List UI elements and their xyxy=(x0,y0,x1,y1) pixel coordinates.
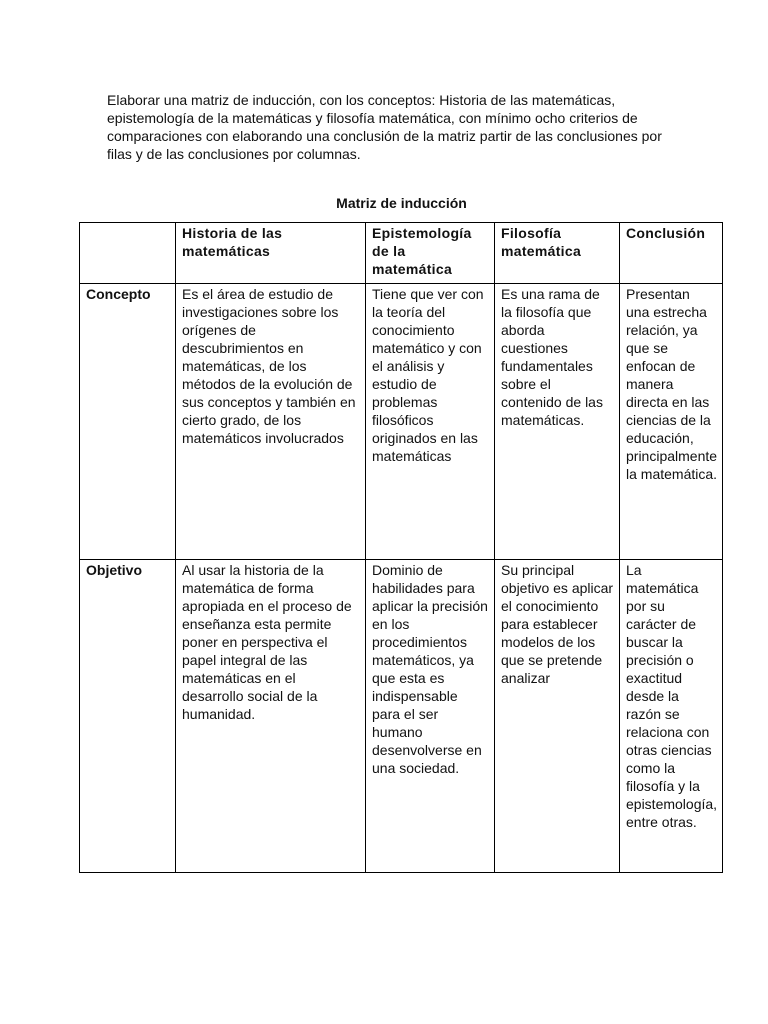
table-header-row xyxy=(80,223,723,284)
cell-concepto-conclusion: Presentan una estrecha relación, ya que se enfocan de manera directa en las ciencias de la educación, principalmente la matemática. xyxy=(620,284,723,560)
cell-concepto-epistemologia: Tiene que ver con la teoría del conocimiento matemático y con el análisis y estudio de problemas filosóficos originados en las matemáticas xyxy=(366,284,495,560)
row-label-concepto: Concepto xyxy=(80,284,176,560)
instructions-paragraph: Elaborar una matriz de inducción, con los conceptos: Historia de las matemáticas, epistemología de la matemáticas y filosofía matemática, con mínimo ocho criterios de comparaciones con elaborando una conclusión de la matriz partir de las conclusiones por filas y de las conclusiones por columnas. xyxy=(107,92,662,162)
table-row-concepto xyxy=(80,284,723,560)
row-label-objetivo: Objetivo xyxy=(80,560,176,873)
cell-objetivo-conclusion: La matemática por su carácter de buscar la precisión o exactitud desde la razón se relaciona con otras ciencias como la filosofía y la epistemología, entre otras. xyxy=(620,560,723,873)
cell-objetivo-historia: Al usar la historia de la matemática de forma apropiada en el proceso de enseñanza esta permite poner en perspectiva el papel integral de las matemáticas en el desarrollo social de la humanidad. xyxy=(176,560,366,873)
table-row-objetivo xyxy=(80,560,723,873)
table-title: Matriz de inducción xyxy=(336,195,467,211)
header-cell-epistemologia: Epistemología de la matemática xyxy=(366,223,495,284)
header-cell-conclusion: Conclusión xyxy=(620,223,723,284)
cell-objetivo-epistemologia: Dominio de habilidades para aplicar la precisión en los procedimientos matemáticos, ya que esta es indispensable para el ser humano desenvolverse en una sociedad. xyxy=(366,560,495,873)
header-cell-historia: Historia de las matemáticas xyxy=(176,223,366,284)
header-cell-filosofia: Filosofía matemática xyxy=(495,223,620,284)
induction-matrix-table xyxy=(79,222,723,873)
header-cell-empty xyxy=(80,223,176,284)
cell-concepto-historia: Es el área de estudio de investigaciones sobre los orígenes de descubrimientos en matemáticas, de los métodos de la evolución de sus conceptos y también en cierto grado, de los matemáticos involucrados xyxy=(176,284,366,560)
cell-objetivo-filosofia: Su principal objetivo es aplicar el conocimiento para establecer modelos de los que se pretende analizar xyxy=(495,560,620,873)
cell-concepto-filosofia: Es una rama de la filosofía que aborda cuestiones fundamentales sobre el contenido de las matemáticas. xyxy=(495,284,620,560)
